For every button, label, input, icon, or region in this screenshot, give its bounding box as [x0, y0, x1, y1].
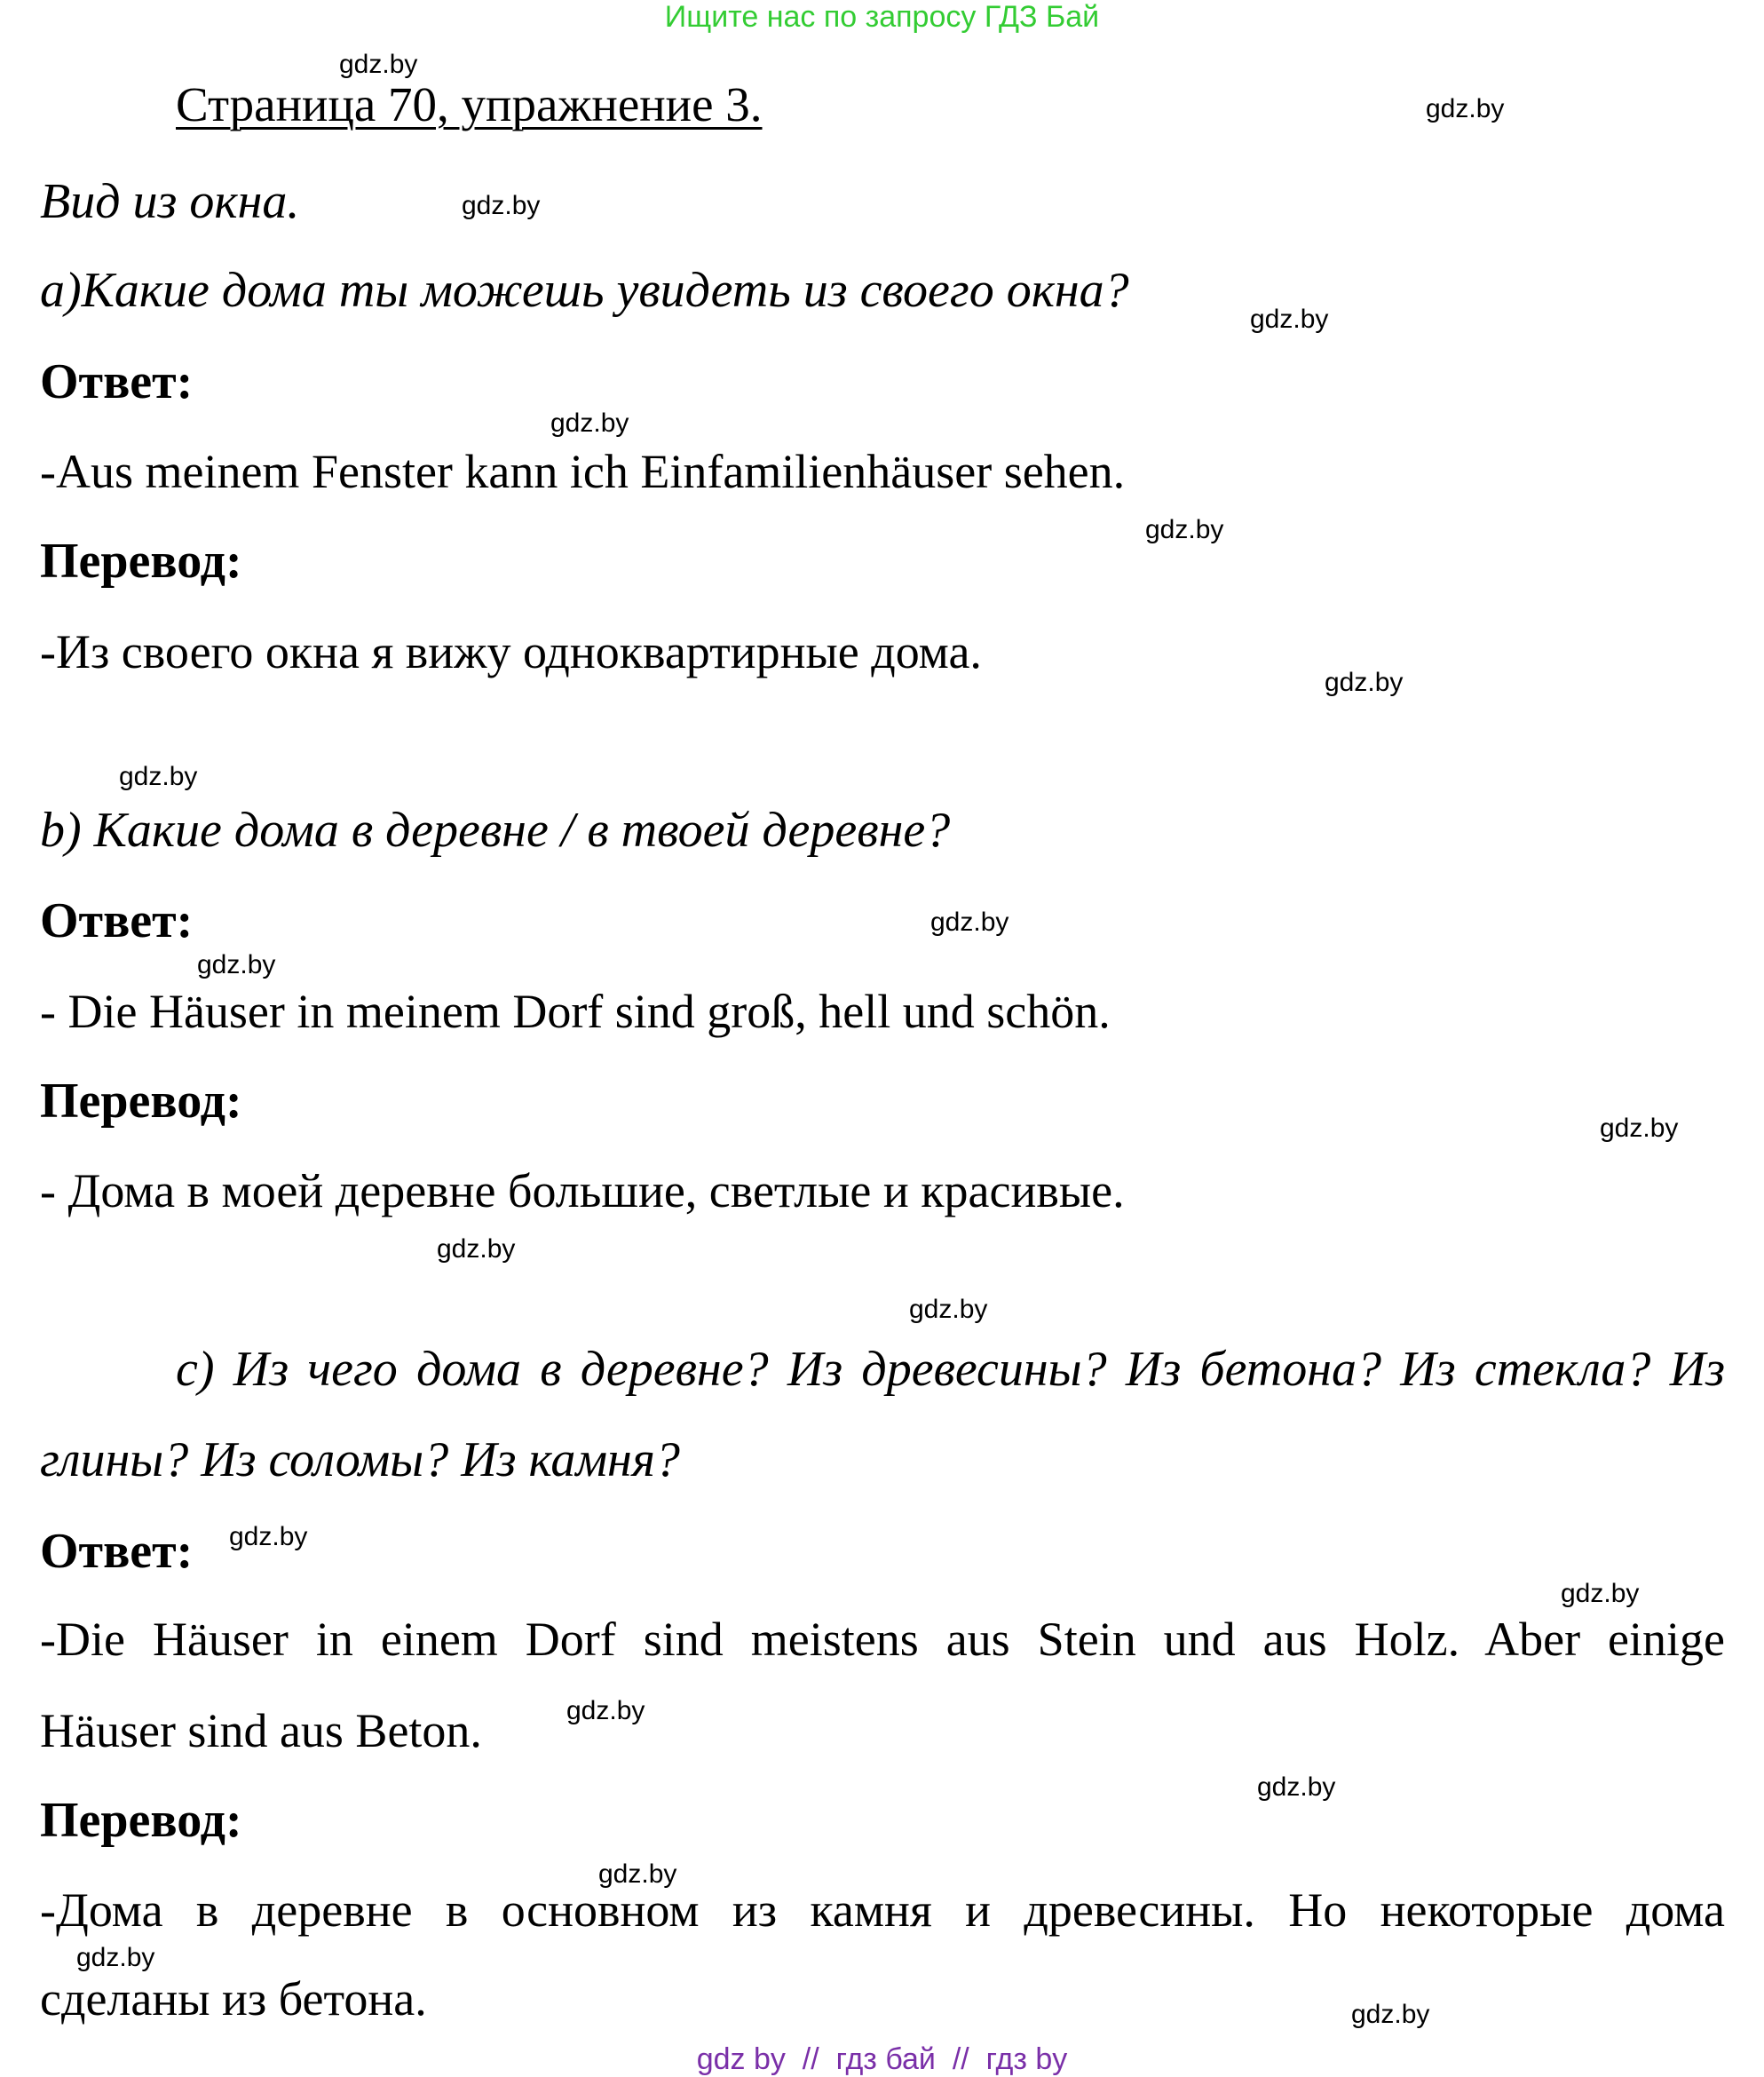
- watermark: gdz.by: [119, 762, 198, 791]
- search-banner: Ищите нас по запросу ГДЗ Бай: [664, 0, 1100, 34]
- question-a: а)Какие дома ты можешь увидеть из своего окна?: [40, 263, 1129, 318]
- watermark: gdz.by: [1426, 94, 1505, 123]
- footer-links: gdz by // гдз бай // гдз by: [696, 2042, 1068, 2076]
- subtitle: Вид из окна.: [40, 174, 300, 229]
- answer-text-a: -Aus meinem Fenster kann ich Einfamilienhäuser sehen.: [40, 445, 1126, 498]
- answer-label-a: Ответ:: [40, 354, 194, 409]
- watermark: gdz.by: [1561, 1579, 1640, 1608]
- watermark: gdz.by: [598, 1859, 677, 1889]
- translation-label-a: Перевод:: [40, 534, 242, 589]
- answer-text-c-line1: -Die Häuser in einem Dorf sind meistens aus Stein und aus Holz. Aber einige: [40, 1613, 1725, 1666]
- translation-text-a: -Из своего окна я вижу одноквартирные дома.: [40, 625, 982, 678]
- watermark: gdz.by: [909, 1295, 988, 1324]
- question-b: b) Какие дома в деревне / в твоей деревне?: [40, 803, 951, 858]
- answer-label-c: Ответ:: [40, 1524, 194, 1579]
- translation-text-c-line2: сделаны из бетона.: [40, 1972, 427, 2025]
- translation-text-b: - Дома в моей деревне большие, светлые и красивые.: [40, 1164, 1125, 1217]
- question-c-line1: с) Из чего дома в деревне? Из древесины? Из бетона? Из стекла? Из: [176, 1342, 1725, 1397]
- watermark: gdz.by: [1250, 305, 1329, 334]
- watermark: gdz.by: [1145, 515, 1224, 544]
- watermark: gdz.by: [930, 908, 1009, 937]
- watermark: gdz.by: [229, 1522, 308, 1551]
- page-title: Страница 70, упражнение 3.: [176, 77, 763, 131]
- watermark: gdz.by: [437, 1234, 516, 1264]
- answer-text-c-line2: Häuser sind aus Beton.: [40, 1704, 482, 1757]
- question-c-line2: глины? Из соломы? Из камня?: [40, 1432, 680, 1487]
- translation-text-c-line1: -Дома в деревне в основном из камня и древесины. Но некоторые дома: [40, 1883, 1725, 1937]
- translation-label-b: Перевод:: [40, 1074, 242, 1129]
- watermark: gdz.by: [1257, 1772, 1336, 1802]
- answer-text-b: - Die Häuser in meinem Dorf sind groß, hell und schön.: [40, 985, 1111, 1038]
- watermark: gdz.by: [339, 50, 418, 79]
- answer-label-b: Ответ:: [40, 893, 194, 948]
- watermark: gdz.by: [462, 191, 541, 220]
- translation-label-c: Перевод:: [40, 1793, 242, 1848]
- watermark: gdz.by: [76, 1943, 155, 1972]
- watermark: gdz.by: [197, 950, 276, 979]
- watermark: gdz.by: [550, 408, 629, 438]
- watermark: gdz.by: [1351, 2000, 1430, 2029]
- watermark: gdz.by: [566, 1696, 645, 1725]
- watermark: gdz.by: [1600, 1114, 1679, 1143]
- watermark: gdz.by: [1325, 668, 1404, 697]
